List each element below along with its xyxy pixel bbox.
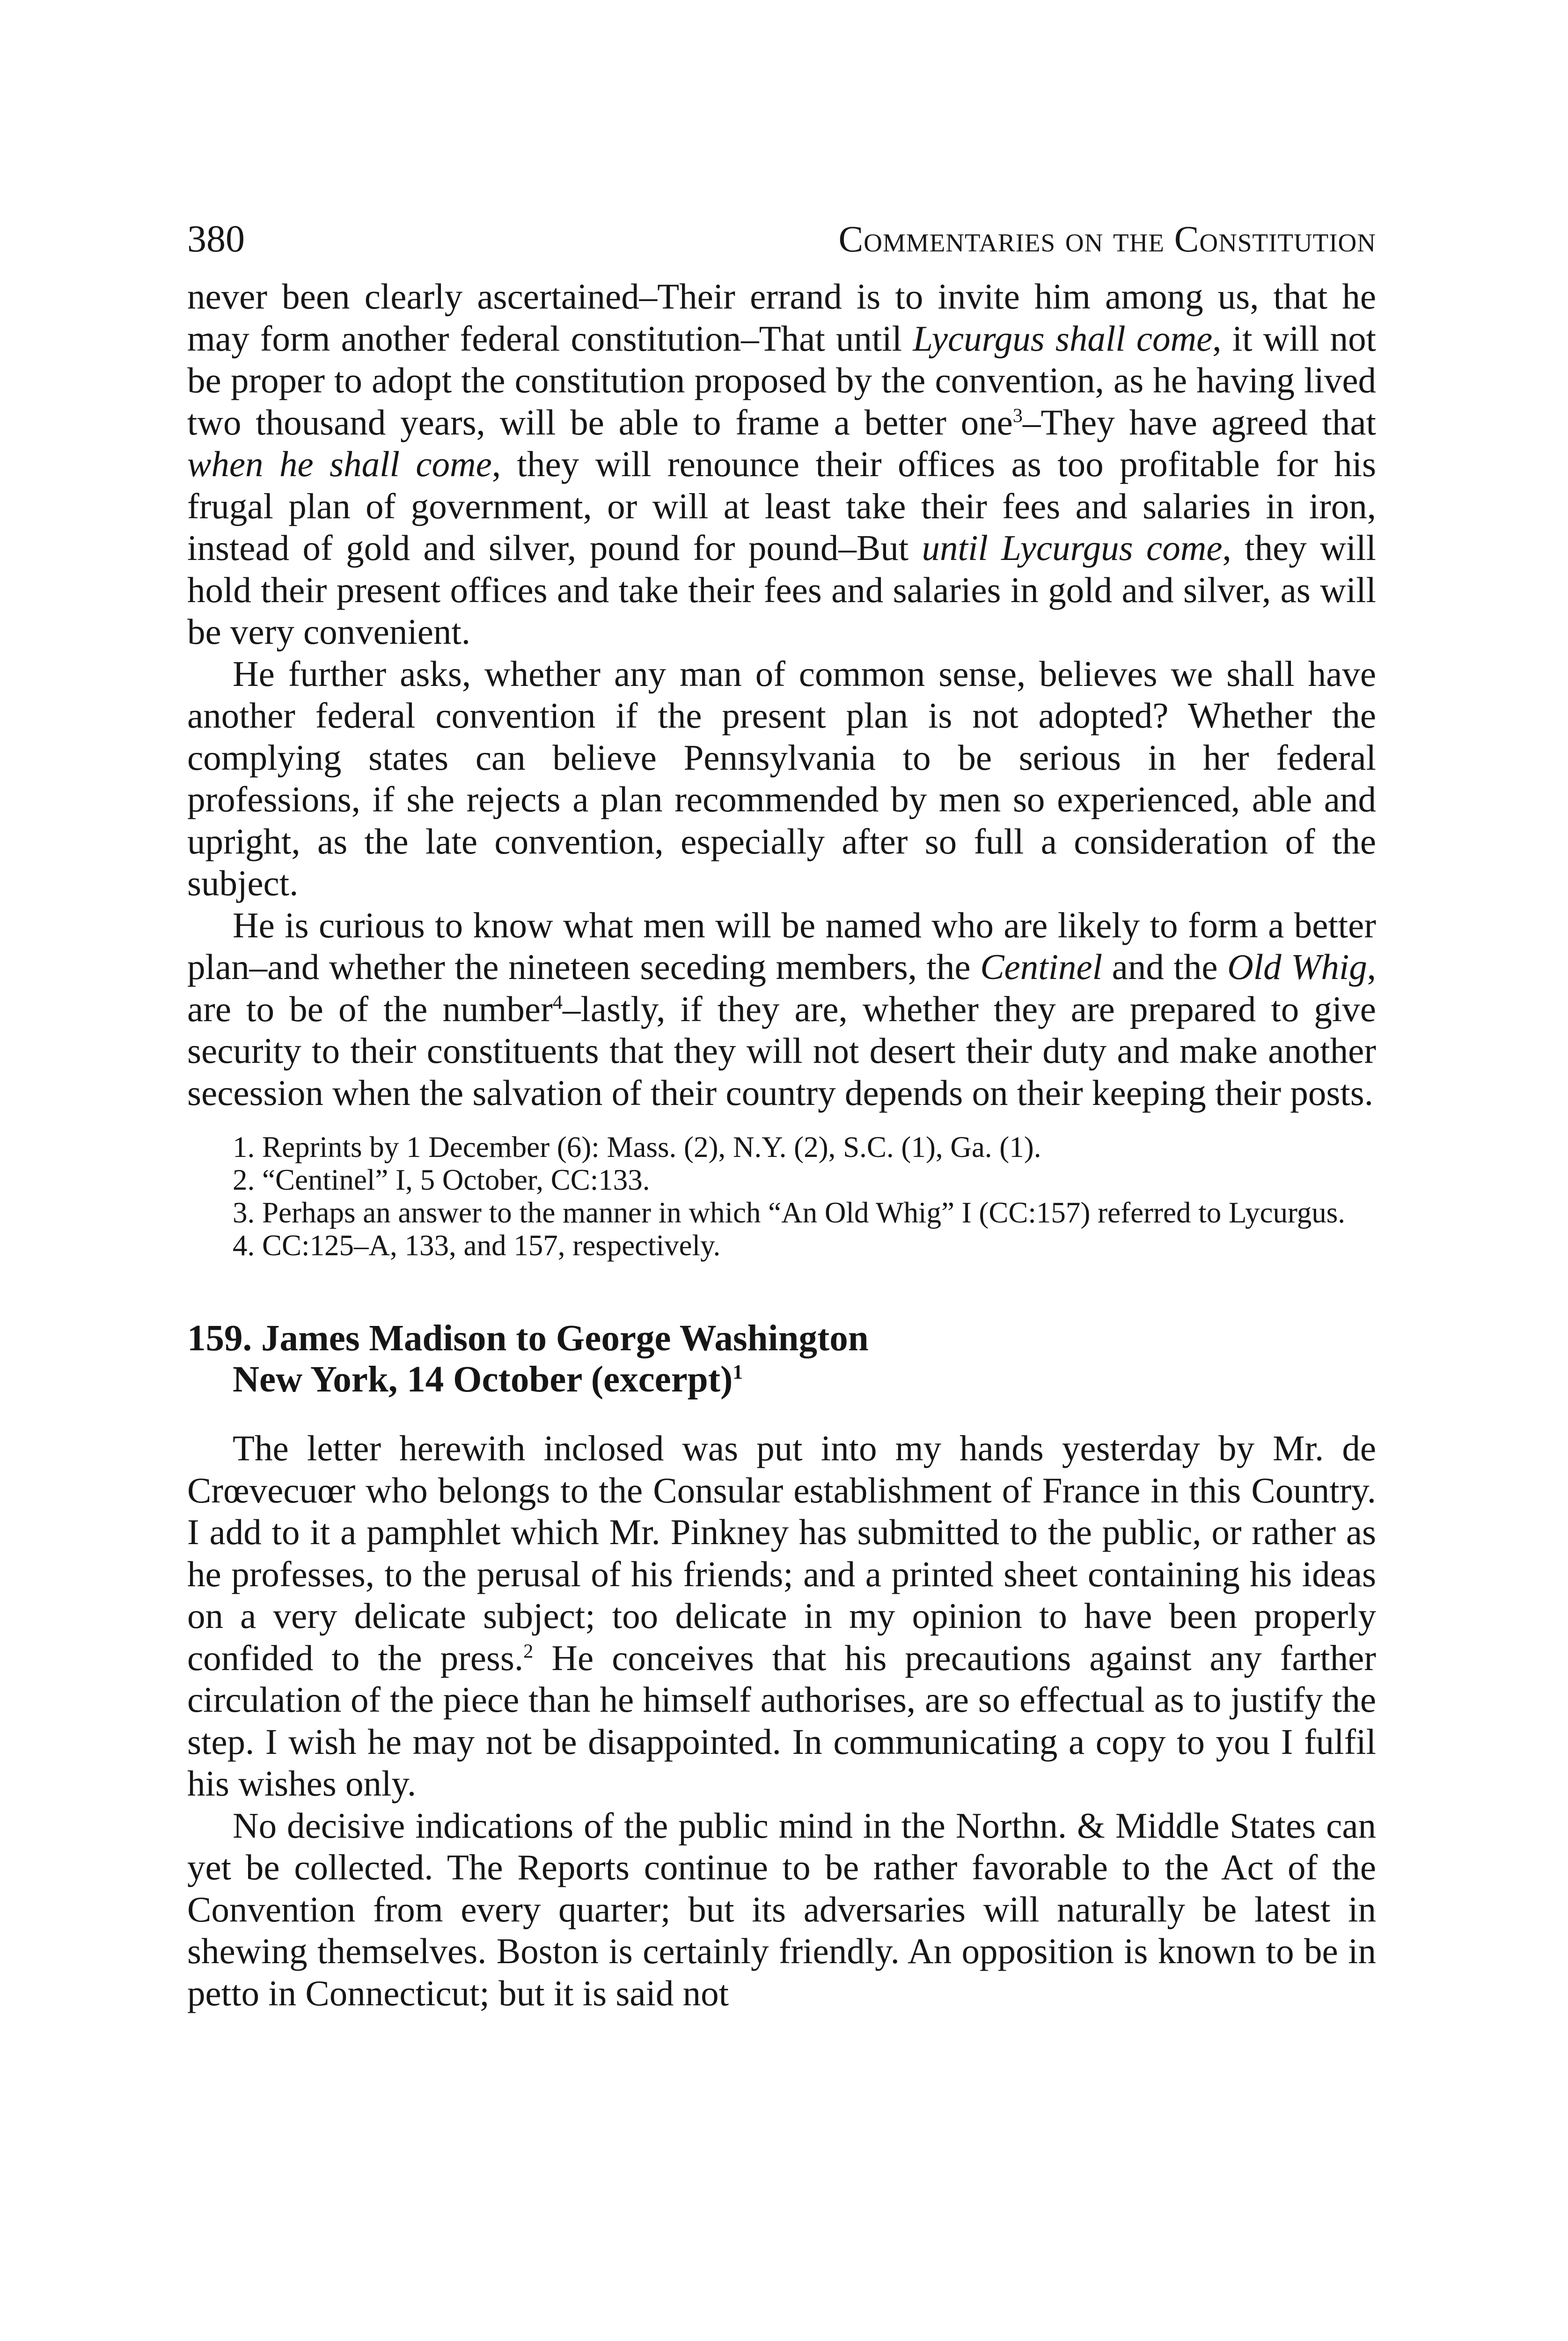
italic-text: when he shall come — [187, 444, 492, 484]
paragraph: No decisive indications of the public mind in the Northn. & Middle States can yet be collected. The Reports continue to be rather favorable to the Act of the Convention from every quarter; but its adversaries will naturally be latest in shewing themselves. Boston is certainly friendly. An opposition is known to be in petto in Connecticut; but it is said not — [187, 1805, 1376, 2013]
italic-text: Centinel — [980, 947, 1103, 987]
text-run: The letter herewith inclosed was put into my hands yesterday by Mr. de Crœvecuœr who belongs to the Consular establishment of France in this Country. I add to it a pamphlet which Mr. Pinkney has submitted to the public, or rather as he professes, to the perusal of his friends; and a printed sheet containing his ideas on a very delicate subject; too delicate in my opinion to have been properly confided to the press. — [187, 1428, 1376, 1678]
italic-text: Lycurgus shall come — [913, 318, 1213, 359]
text-run: He conceives that his precautions against any farther circulation of the piece than he himself authorises, are so effectual as to justify the step. I wish he may not be disappointed. In communicating a copy to you I fulfil his wishes only. — [187, 1637, 1376, 1804]
footnotes — [187, 1131, 1376, 1262]
text-run: never been clearly ascertained–Their errand is to invite him among us, that he may form another federal constitution–That until — [187, 276, 1376, 359]
footnote: 2. “Centinel” I, 5 October, CC:133. — [233, 1163, 650, 1196]
footnote-ref: 2 — [523, 1640, 534, 1662]
footnote-ref: 3 — [1012, 404, 1023, 427]
text-run: –lastly, if they are, whether they are prepared to give security to their constituents that they will not desert their duty and make another secession when the salvation of their country depends on their keeping their posts. — [187, 988, 1376, 1113]
heading-title: 159. James Madison to George Washington — [187, 1318, 869, 1359]
footnote: 3. Perhaps an answer to the manner in which “An Old Whig” I (CC:157) referred to Lycurgus. — [233, 1196, 1346, 1229]
text-run: , are to be of the number — [187, 947, 1376, 1029]
book-page — [187, 213, 1376, 2014]
page-number: 380 — [187, 217, 245, 260]
text-run: , they will renounce their offices as too profitable for his frugal plan of government, or will at least take their fees and salaries in iron, instead of gold and silver, pound for pound–But — [187, 444, 1376, 568]
paragraph: He further asks, whether any man of common sense, believes we shall have another federal convention if the present plan is not adopted? Whether the complying states can believe Pennsylvania to be serious in her federal professions, if she rejects a plan recommended by men so experienced, able and upright, as the late convention, especially after so full a consideration of the subject. — [187, 653, 1376, 903]
footnote-ref: 4 — [552, 991, 563, 1013]
heading-place-date: New York, 14 October (excerpt) — [233, 1359, 733, 1400]
footnote: 1. Reprints by 1 December (6): Mass. (2), N.Y. (2), S.C. (1), Ga. (1). — [233, 1131, 1041, 1163]
text-run: , they will hold their present offices and take their fees and salaries in gold and silver, as will be very convenient. — [187, 528, 1376, 652]
text-run: –They have agreed that — [1022, 402, 1376, 442]
running-title: Commentaries on the Constitution — [838, 219, 1376, 260]
footnote: 4. CC:125–A, 133, and 157, respectively. — [233, 1229, 721, 1262]
footnote-ref: 1 — [733, 1361, 743, 1384]
document-heading — [187, 1318, 1376, 1400]
running-head — [187, 213, 1376, 265]
heading-subtitle — [187, 1359, 1376, 1400]
italic-text: until Lycurgus come — [922, 528, 1223, 568]
italic-text: Old Whig — [1227, 947, 1367, 987]
text-run: and the — [1102, 947, 1228, 987]
text-run: , it will not be proper to adopt the constitution proposed by the convention, as he having lived two thousand years, will be able to frame a better one — [187, 318, 1377, 442]
paragraph-continued — [187, 276, 1376, 653]
paragraph — [187, 1428, 1376, 1805]
paragraph — [187, 905, 1376, 1114]
text-run: He is curious to know what men will be named who are likely to form a better plan–and whether the nineteen seceding members, the — [187, 905, 1376, 987]
